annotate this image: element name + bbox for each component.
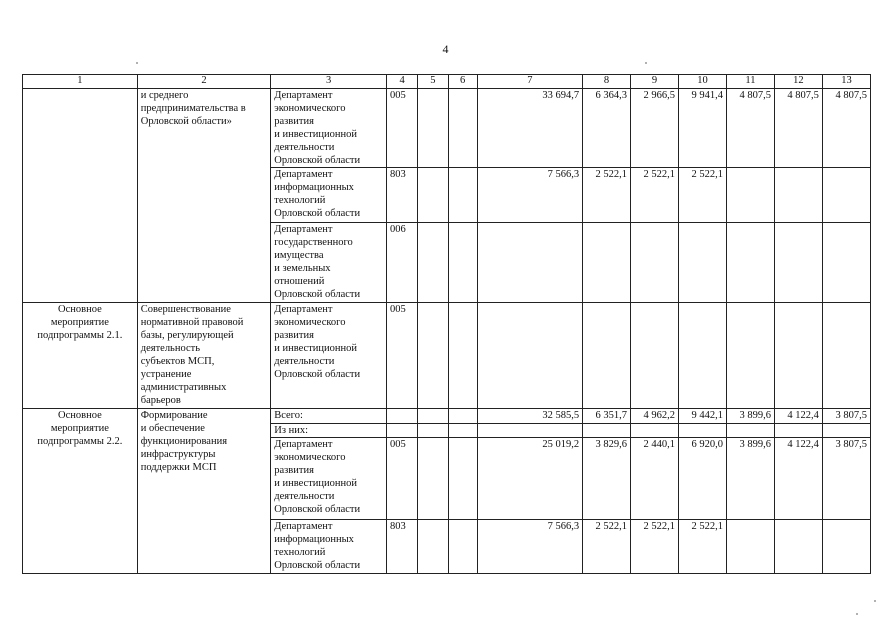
table-row xyxy=(23,409,871,424)
empty-cell xyxy=(679,424,727,438)
value-cell xyxy=(822,223,870,303)
empty-cell xyxy=(418,168,448,223)
code-cell: 803 xyxy=(387,520,418,574)
empty-cell xyxy=(774,424,822,438)
value-cell xyxy=(583,303,631,409)
total-value-cell: 3 899,6 xyxy=(726,409,774,424)
value-cell xyxy=(822,303,870,409)
value-cell: 9 941,4 xyxy=(679,89,727,168)
value-cell: 33 694,7 xyxy=(477,89,582,168)
header-cell: 11 xyxy=(726,75,774,89)
department-cell: Департамент экономического развития и инвестиционной деятельности Орловской области xyxy=(271,438,387,520)
table-row xyxy=(23,303,871,409)
total-value-cell: 4 122,4 xyxy=(774,409,822,424)
department-cell: Департамент экономического развития и инвестиционной деятельности Орловской области xyxy=(271,89,387,168)
empty-cell xyxy=(418,438,448,520)
empty-cell xyxy=(448,223,477,303)
header-cell: 6 xyxy=(448,75,477,89)
value-cell xyxy=(477,303,582,409)
value-cell xyxy=(726,223,774,303)
empty-cell xyxy=(583,424,631,438)
header-cell: 9 xyxy=(631,75,679,89)
value-cell xyxy=(679,303,727,409)
program-name-cell: Формирование и обеспечение функционирования инфраструктуры поддержки МСП xyxy=(137,409,271,574)
scan-speck xyxy=(136,62,138,64)
header-cell: 1 xyxy=(23,75,138,89)
department-cell: Департамент экономического развития и инвестиционной деятельности Орловской области xyxy=(271,303,387,409)
empty-cell xyxy=(448,89,477,168)
value-cell xyxy=(774,303,822,409)
value-cell xyxy=(726,303,774,409)
value-cell xyxy=(679,223,727,303)
total-label: Всего: xyxy=(271,409,387,424)
code-cell: 006 xyxy=(387,223,418,303)
empty-cell xyxy=(448,520,477,574)
header-cell: 5 xyxy=(418,75,448,89)
empty-cell xyxy=(448,168,477,223)
value-cell: 2 966,5 xyxy=(631,89,679,168)
total-value-cell: 4 962,2 xyxy=(631,409,679,424)
value-cell xyxy=(822,520,870,574)
value-cell: 2 522,1 xyxy=(679,168,727,223)
empty-cell xyxy=(418,409,448,424)
header-cell: 8 xyxy=(583,75,631,89)
total-value-cell: 32 585,5 xyxy=(477,409,582,424)
value-cell: 3 829,6 xyxy=(583,438,631,520)
value-cell: 2 440,1 xyxy=(631,438,679,520)
header-cell: 10 xyxy=(679,75,727,89)
header-cell: 2 xyxy=(137,75,271,89)
program-name-cell: Совершенствование нормативной правовой базы, регулирующей деятельность субъектов МСП, устранение административных барьеров xyxy=(137,303,271,409)
value-cell xyxy=(631,223,679,303)
table-row xyxy=(23,89,871,168)
total-value-cell: 6 351,7 xyxy=(583,409,631,424)
value-cell xyxy=(822,168,870,223)
value-cell: 7 566,3 xyxy=(477,168,582,223)
empty-cell xyxy=(418,89,448,168)
value-cell: 2 522,1 xyxy=(631,520,679,574)
program-label-cell: Основное мероприятие подпрограммы 2.2. xyxy=(23,409,138,574)
empty-cell xyxy=(418,424,448,438)
program-name-cell: и среднего предпринимательства в Орловской области» xyxy=(137,89,271,303)
value-cell xyxy=(631,303,679,409)
value-cell: 2 522,1 xyxy=(679,520,727,574)
code-cell: 803 xyxy=(387,168,418,223)
empty-cell xyxy=(387,409,418,424)
value-cell xyxy=(583,223,631,303)
code-cell: 005 xyxy=(387,89,418,168)
empty-cell xyxy=(631,424,679,438)
budget-table xyxy=(22,74,871,574)
value-cell: 2 522,1 xyxy=(583,520,631,574)
value-cell: 7 566,3 xyxy=(477,520,582,574)
empty-cell xyxy=(448,424,477,438)
value-cell: 6 920,0 xyxy=(679,438,727,520)
value-cell xyxy=(477,223,582,303)
value-cell xyxy=(774,223,822,303)
value-cell: 25 019,2 xyxy=(477,438,582,520)
value-cell xyxy=(726,520,774,574)
department-cell: Департамент информационных технологий Орловской области xyxy=(271,520,387,574)
value-cell: 3 899,6 xyxy=(726,438,774,520)
empty-cell xyxy=(822,424,870,438)
department-cell: Департамент государственного имущества и земельных отношений Орловской области xyxy=(271,223,387,303)
total-value-cell: 3 807,5 xyxy=(822,409,870,424)
value-cell: 4 807,5 xyxy=(726,89,774,168)
total-value-cell: 9 442,1 xyxy=(679,409,727,424)
program-label-cell xyxy=(23,89,138,303)
header-cell: 4 xyxy=(387,75,418,89)
empty-cell xyxy=(387,424,418,438)
value-cell: 2 522,1 xyxy=(631,168,679,223)
scan-speck xyxy=(874,600,876,602)
value-cell: 3 807,5 xyxy=(822,438,870,520)
of-which-label: Из них: xyxy=(271,424,387,438)
empty-cell xyxy=(448,438,477,520)
header-row xyxy=(23,75,871,89)
empty-cell xyxy=(418,520,448,574)
value-cell: 4 807,5 xyxy=(822,89,870,168)
value-cell xyxy=(774,520,822,574)
department-cell: Департамент информационных технологий Орловской области xyxy=(271,168,387,223)
value-cell: 4 122,4 xyxy=(774,438,822,520)
scan-speck xyxy=(645,62,647,64)
value-cell: 4 807,5 xyxy=(774,89,822,168)
header-cell: 13 xyxy=(822,75,870,89)
scan-speck xyxy=(856,613,858,615)
code-cell: 005 xyxy=(387,438,418,520)
code-cell: 005 xyxy=(387,303,418,409)
empty-cell xyxy=(448,303,477,409)
header-cell: 12 xyxy=(774,75,822,89)
header-cell: 3 xyxy=(271,75,387,89)
empty-cell xyxy=(477,424,582,438)
empty-cell xyxy=(418,303,448,409)
header-cell: 7 xyxy=(477,75,582,89)
value-cell xyxy=(726,168,774,223)
empty-cell xyxy=(418,223,448,303)
empty-cell xyxy=(448,409,477,424)
page-number: 4 xyxy=(442,42,449,56)
value-cell: 2 522,1 xyxy=(583,168,631,223)
program-label-cell: Основное мероприятие подпрограммы 2.1. xyxy=(23,303,138,409)
empty-cell xyxy=(726,424,774,438)
value-cell xyxy=(774,168,822,223)
value-cell: 6 364,3 xyxy=(583,89,631,168)
